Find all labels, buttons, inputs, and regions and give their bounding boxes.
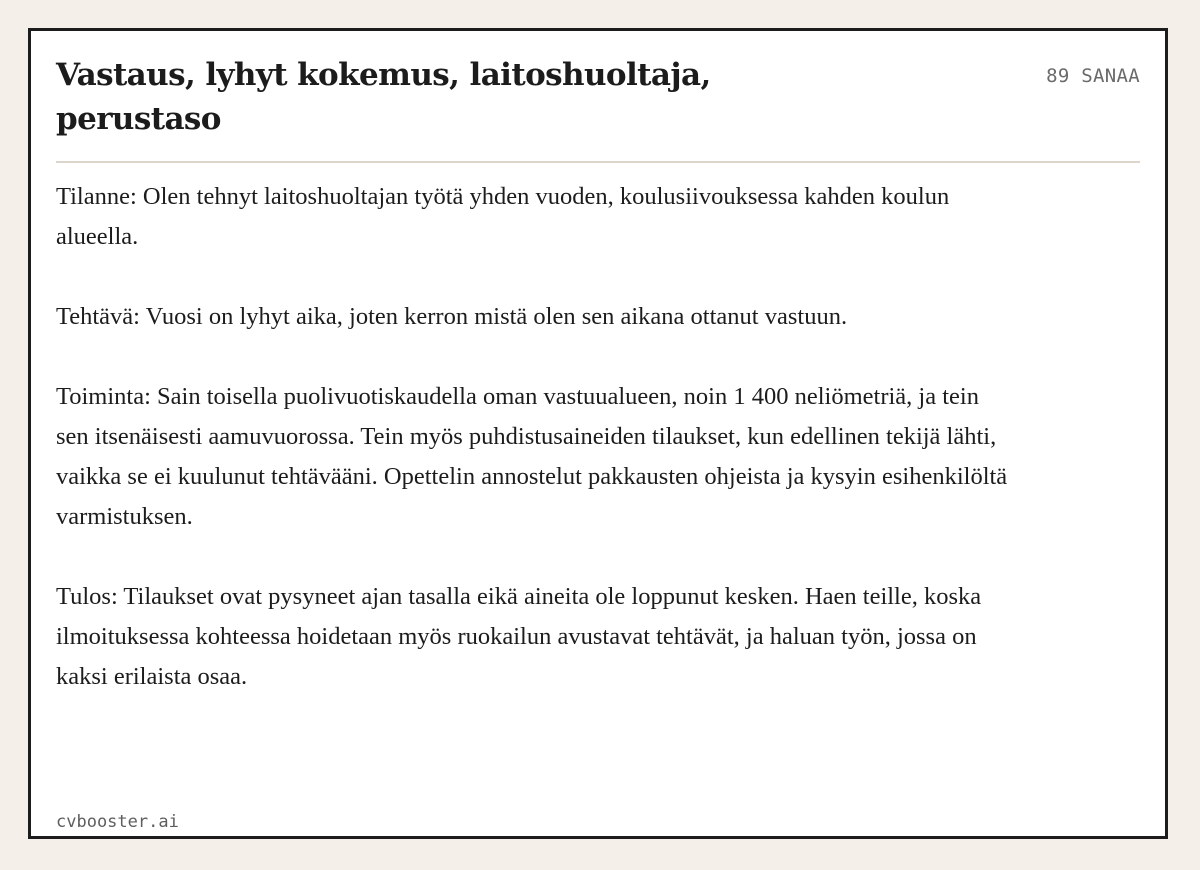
answer-title: Vastaus, lyhyt kokemus, laitoshuoltaja, perustaso: [56, 57, 711, 137]
word-count-badge: 89 SANAA: [1046, 65, 1140, 87]
answer-body: [56, 177, 1016, 737]
paragraph-situation: Tilanne: Olen tehnyt laitoshuoltajan työtä yhden vuoden, koulusiivouksessa kahden koulun alueella.: [56, 183, 950, 250]
paragraph-result: Tulos: Tilaukset ovat pysyneet ajan tasalla eikä aineita ole loppunut kesken. Haen teille, koska ilmoituksessa kohteessa hoidetaan myös ruokailun avustavat tehtävät, ja haluan työn, jossa on kaksi erilaista osaa.: [56, 583, 982, 690]
paragraph-task: Tehtävä: Vuosi on lyhyt aika, joten kerron mistä olen sen aikana ottanut vastuun.: [56, 303, 848, 330]
answer-card: [28, 28, 1168, 839]
header-divider: [56, 161, 1140, 163]
card-header: [56, 53, 1140, 161]
paragraph-action: Toiminta: Sain toisella puolivuotiskaudella oman vastuualueen, noin 1 400 neliömetriä, ja tein sen itsenäisesti aamuvuorossa. Tein myös puhdistusaineiden tilaukset, kun edellinen tekijä lähti, vaikka se ei kuulunut tehtävääni. Opettelin annostelut pakkausten ohjeista ja kysyin esihenkilöltä varmistuksen.: [56, 383, 1008, 530]
brand-footer: cvbooster.ai: [56, 812, 179, 832]
